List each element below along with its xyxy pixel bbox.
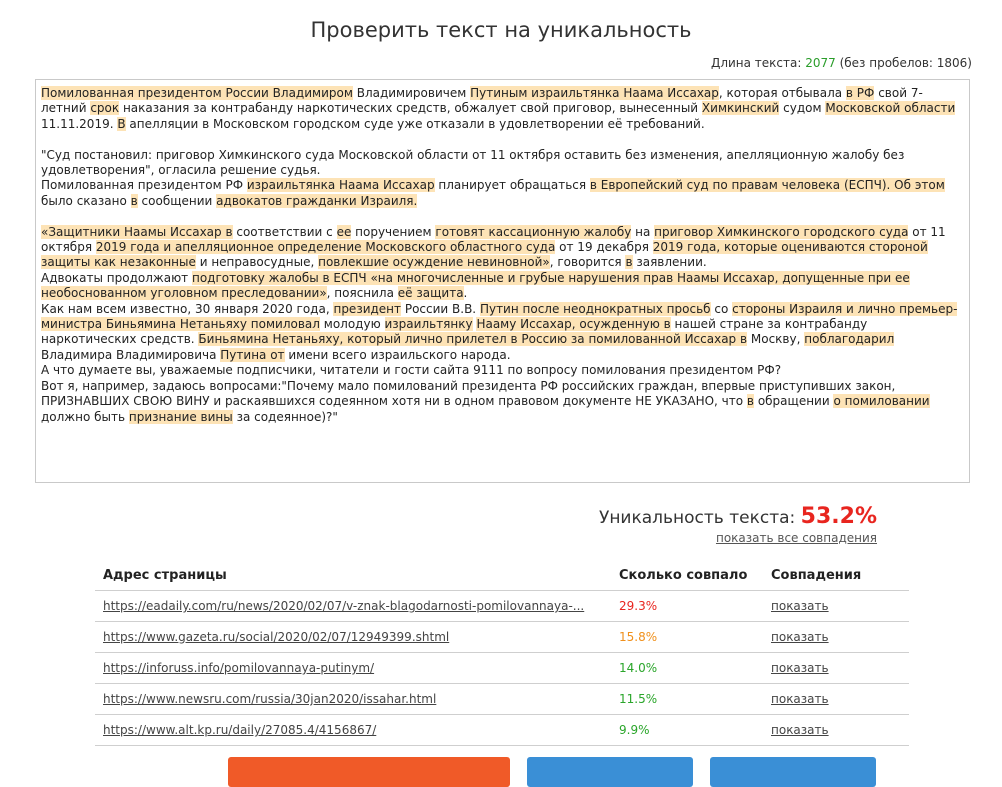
paragraph-gap xyxy=(41,209,964,224)
text-length-nospace: (без пробелов: 1806) xyxy=(835,56,972,70)
text-fragment: Владимира Владимировича xyxy=(41,347,221,362)
primary-action-button[interactable] xyxy=(228,757,510,787)
text-fragment: Адвокаты продолжают xyxy=(41,270,192,285)
match-url-cell xyxy=(95,684,611,715)
matched-fragment: срок xyxy=(90,101,120,116)
match-url-link[interactable]: https://www.newsru.com/russia/30jan2020/issahar.html xyxy=(103,692,437,706)
match-percent: 29.3% xyxy=(611,591,763,622)
match-show-cell xyxy=(763,622,909,653)
match-show-cell xyxy=(763,591,909,622)
text-fragment: свой 7-летний xyxy=(41,86,923,116)
text-fragment: . xyxy=(463,286,468,301)
show-match-link[interactable]: показать xyxy=(771,723,829,737)
text-fragment: заявлении. xyxy=(632,255,707,270)
match-percent: 15.8% xyxy=(611,622,763,653)
text-fragment: нашей стране за контрабанду наркотических средств. xyxy=(41,317,868,347)
match-url-link[interactable]: https://eadaily.com/ru/news/2020/02/07/v-znak-blagodarnosti-pomilovannaya-... xyxy=(103,599,585,613)
secondary-action-button-1[interactable] xyxy=(527,757,693,787)
match-percent: 14.0% xyxy=(611,653,763,684)
matched-fragment: израильтянку xyxy=(384,317,473,332)
matched-fragment: её защита xyxy=(397,286,464,301)
checked-text-area[interactable] xyxy=(35,79,970,483)
matched-fragment: в РФ xyxy=(845,86,875,100)
show-match-link[interactable]: показать xyxy=(771,630,829,644)
text-paragraph xyxy=(41,86,964,132)
matched-fragment: приговор Химкинского городского суда xyxy=(654,224,909,239)
text-fragment: и неправосудные, xyxy=(195,255,319,270)
match-row xyxy=(95,653,909,684)
match-url-cell xyxy=(95,715,611,746)
text-fragment: планирует обращаться xyxy=(434,178,590,193)
text-paragraph xyxy=(41,271,964,302)
text-fragment: обращении xyxy=(754,394,834,409)
show-match-link[interactable]: показать xyxy=(771,692,829,706)
text-paragraph xyxy=(41,225,964,271)
text-length xyxy=(711,56,972,70)
matched-fragment: адвокатов гражданки Израиля. xyxy=(216,193,418,208)
match-show-cell xyxy=(763,684,909,715)
text-paragraph xyxy=(41,148,964,179)
matched-fragment: Московской области xyxy=(825,101,956,116)
text-fragment: сообщении xyxy=(137,193,217,208)
matched-fragment: Путин после неоднократных просьб xyxy=(479,301,711,316)
text-fragment: , говорится xyxy=(549,255,626,270)
matched-fragment: израильтянка Наама Иссахар xyxy=(246,178,435,193)
matched-fragment: в xyxy=(130,193,138,208)
text-fragment: от 11 октября xyxy=(41,224,946,255)
text-fragment: молодую xyxy=(319,317,385,332)
match-url-link[interactable]: https://www.gazeta.ru/social/2020/02/07/12949399.shtml xyxy=(103,630,450,644)
match-row xyxy=(95,715,909,746)
match-url-cell xyxy=(95,622,611,653)
show-match-link[interactable]: показать xyxy=(771,661,829,675)
text-fragment: наказания за контрабанду наркотических средств, обжалует свой приговор, вынесенный xyxy=(119,101,702,116)
text-paragraph xyxy=(41,379,964,425)
text-fragment: должно быть xyxy=(41,409,129,424)
text-fragment: апелляции в Московском городском суде уже отказали в удовлетворении её требований. xyxy=(125,116,705,131)
match-percent: 9.9% xyxy=(611,715,763,746)
text-fragment: со xyxy=(710,301,733,316)
matched-fragment: Биньямина Нетаньяху, который лично прилетел в Россию за помилованной Иссахар в xyxy=(198,332,748,347)
matched-fragment: стороны Израиля и лично премьер-министра Биньямина Нетаньяху помиловал xyxy=(41,301,958,332)
text-fragment: 11.11.2019. xyxy=(41,116,118,131)
matched-fragment: «Защитники Наамы Иссахар в xyxy=(41,224,233,239)
text-paragraph xyxy=(41,178,964,209)
text-length-value: 2077 xyxy=(805,56,836,70)
matched-fragment: о помиловании xyxy=(833,394,930,409)
text-fragment: Владимировичем xyxy=(352,86,471,100)
text-fragment: Москву, xyxy=(747,332,805,347)
matched-fragment: в xyxy=(746,394,754,409)
matched-fragment: президент xyxy=(333,301,402,316)
text-fragment: "Суд постановил: приговор Химкинского суда Московской области от 11 октября оставить без изменения, апелляционную жалобу без удовлетворения", огласила решение судья. xyxy=(41,147,905,178)
text-fragment: Вот я, например, задаюсь вопросами:"Почему мало помилований президента РФ российских граждан, впервые приступивших закон, ПРИЗНАВШИХ СВОЮ ВИНУ и раскаявшихся содеянном хотя ни в одном правовом документе НЕ УКАЗАНО, что xyxy=(41,378,896,409)
text-length-label: Длина текста: xyxy=(710,56,806,70)
paragraph-gap xyxy=(41,132,964,147)
text-fragment: соответствии с xyxy=(232,224,337,239)
text-paragraph xyxy=(41,363,964,378)
matched-fragment: В xyxy=(117,116,126,131)
header-matches: Совпадения xyxy=(763,558,909,591)
matched-fragment: готовят кассационную жалобу xyxy=(435,224,632,239)
header-percent: Сколько совпало xyxy=(611,558,763,591)
text-fragment: А что думаете вы, уважаемые подписчики, читатели и гости сайта 9111 по вопросу помилования президентом РФ? xyxy=(41,363,782,378)
matched-fragment: 2019 года и апелляционное определение Московского областного суда xyxy=(95,240,556,255)
matches-table xyxy=(95,558,909,746)
match-url-link[interactable]: https://www.alt.kp.ru/daily/27085.4/4156867/ xyxy=(103,723,377,737)
match-row xyxy=(95,591,909,622)
matched-fragment: 2019 года, которые оцениваются стороной защиты как незаконные xyxy=(41,240,928,270)
matched-fragment: Химкинский xyxy=(701,101,780,116)
text-fragment: Помилованная президентом РФ xyxy=(41,178,247,193)
matched-fragment: в xyxy=(625,255,633,270)
match-show-cell xyxy=(763,653,909,684)
uniqueness-value: 53.2% xyxy=(800,504,877,529)
text-fragment: поручением xyxy=(351,224,436,239)
uniqueness-result xyxy=(599,504,877,529)
matched-fragment: ее xyxy=(336,224,352,239)
uniqueness-label: Уникальность текста: xyxy=(598,508,801,528)
match-url-link[interactable]: https://inforuss.info/pomilovannaya-putinym/ xyxy=(103,661,375,675)
matched-fragment: подготовку жалобы в ЕСПЧ «на многочисленные и грубые нарушения прав Наамы Иссахар, допущенные при ее необоснованном уголовном преследовании» xyxy=(41,270,910,301)
matched-fragment: поблагодарил xyxy=(804,332,895,347)
text-fragment: , которая отбывала xyxy=(718,86,846,100)
show-all-matches-link[interactable]: показать все совпадения xyxy=(715,531,877,545)
show-match-link[interactable]: показать xyxy=(771,599,829,613)
text-paragraph xyxy=(41,302,964,364)
matched-fragment: в Европейский суд по правам человека (ЕСПЧ). Об этом xyxy=(589,178,945,193)
text-fragment: , пояснила xyxy=(326,286,398,301)
matched-fragment: Путиным израильтянка Наама Иссахар xyxy=(470,86,719,100)
matched-fragment: Нааму Иссахар, осужденную в xyxy=(476,317,671,332)
header-url: Адрес страницы xyxy=(95,558,611,591)
text-fragment: судом xyxy=(779,101,826,116)
secondary-action-button-2[interactable] xyxy=(710,757,876,787)
text-fragment: России В.В. xyxy=(401,301,480,316)
match-percent: 11.5% xyxy=(611,684,763,715)
matched-fragment: Помилованная президентом России Владимиром xyxy=(41,86,353,100)
text-fragment: имени всего израильского народа. xyxy=(284,347,511,362)
text-fragment: на xyxy=(631,224,655,239)
match-row xyxy=(95,622,909,653)
matched-fragment: признание вины xyxy=(128,409,233,424)
page-title: Проверить текст на уникальность xyxy=(310,18,692,42)
match-row xyxy=(95,684,909,715)
match-url-cell xyxy=(95,653,611,684)
match-url-cell xyxy=(95,591,611,622)
matched-fragment: Путина от xyxy=(220,347,285,362)
match-show-cell xyxy=(763,715,909,746)
text-fragment: было сказано xyxy=(41,193,131,208)
text-fragment: за содеянное)?" xyxy=(232,409,338,424)
text-fragment: от 19 декабря xyxy=(555,240,653,255)
text-fragment: Как нам всем известно, 30 января 2020 года, xyxy=(41,301,334,316)
matched-fragment: повлекшие осуждение невиновной» xyxy=(318,255,550,270)
matches-header-row xyxy=(95,558,909,591)
